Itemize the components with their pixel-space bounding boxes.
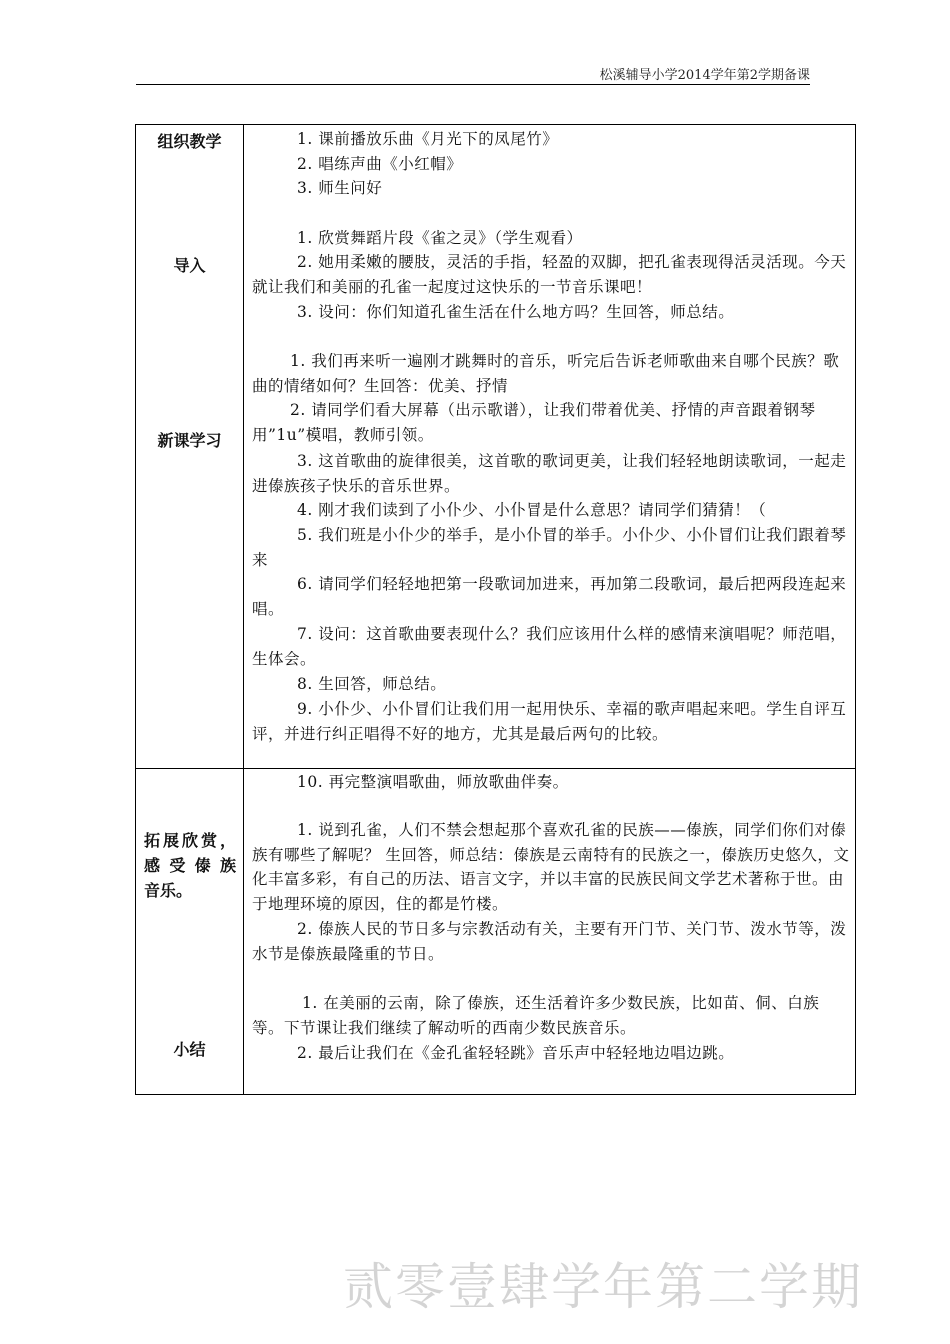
label-extend-line-1: 拓展欣赏，	[144, 831, 236, 850]
label-extend-line-2: 感受傣族	[144, 856, 236, 875]
organize-line-3: 3. 师生问好	[297, 179, 383, 197]
new-lesson-line-7: 7. 设问：这首歌曲要表现什么？我们应该用什么样的感情来演唱呢？师范唱，生体会。	[252, 625, 847, 668]
header-rule	[136, 84, 810, 85]
footer-watermark: 贰零壹肆学年第二学期	[343, 1258, 863, 1316]
label-intro: 导入	[173, 256, 206, 275]
label-organize: 组织教学	[157, 132, 222, 151]
organize-line-1: 1. 课前播放乐曲《月光下的凤尾竹》	[297, 130, 559, 148]
intro-line-2: 2. 她用柔嫩的腰肢，灵活的手指，轻盈的双脚，把孔雀表现得活灵活现。今天就让我们和美丽的孔雀一起度过这快乐的一节音乐课吧！	[252, 253, 847, 296]
extend-line-3: 2. 傣族人民的节日多与宗教活动有关，主要有开门节、关门节、泼水节等，泼水节是傣族最隆重的节日。	[252, 920, 847, 963]
new-lesson-line-2: 2. 请同学们看大屏幕（出示歌谱），让我们带着优美、抒情的声音跟着钢琴用”1u”模唱，教师引领。	[252, 401, 816, 444]
new-lesson-line-3: 3. 这首歌曲的旋律很美，这首歌的歌词更美，让我们轻轻地朗读歌词，一起走进傣族孩子快乐的音乐世界。	[252, 452, 847, 495]
label-summary: 小结	[173, 1040, 206, 1059]
label-new-lesson: 新课学习	[157, 431, 222, 450]
new-lesson-line-4: 4. 刚才我们读到了小仆少、小仆冒是什么意思？请同学们猜猜！（	[297, 501, 767, 519]
page-header-title: 松溪辅导小学2014学年第2学期备课	[599, 68, 810, 83]
intro-line-1: 1. 欣赏舞蹈片段《雀之灵》（学生观看）	[297, 229, 583, 247]
extend-line-2: 1. 说到孔雀，人们不禁会想起那个喜欢孔雀的民族——傣族，同学们你们对傣族有哪些了解呢？ 生回答，师总结：傣族是云南特有的民族之一，傣族历史悠久，文化丰富多彩，有自己的历法、语言文字，并以丰富的民族民间文学艺术著称于世。由于地理环境的原因，住的都是竹楼。	[252, 821, 850, 913]
extend-line-1: 10. 再完整演唱歌曲，师放歌曲伴奏。	[297, 773, 569, 791]
summary-line-2: 2. 最后让我们在《金孔雀轻轻跳》音乐声中轻轻地边唱边跳。	[297, 1044, 735, 1062]
lesson-plan-table	[135, 124, 856, 1095]
row-label-cell	[136, 769, 244, 1094]
new-lesson-line-9: 9. 小仆少、小仆冒们让我们用一起用快乐、幸福的歌声唱起来吧。学生自评互评，并进行纠正唱得不好的地方，尤其是最后两句的比较。	[252, 700, 847, 743]
new-lesson-line-8: 8. 生回答，师总结。	[297, 675, 447, 693]
row-label-cell	[136, 125, 244, 768]
new-lesson-line-6: 6. 请同学们轻轻地把第一段歌词加进来，再加第二段歌词，最后把两段连起来唱。	[252, 575, 847, 618]
label-extend-line-3: 音乐。	[144, 881, 193, 900]
table-row-1	[136, 125, 855, 769]
new-lesson-line-1: 1. 我们再来听一遍刚才跳舞时的音乐，听完后告诉老师歌曲来自哪个民族？歌曲的情绪如何？生回答：优美、抒情	[252, 352, 840, 395]
row-content-cell	[244, 125, 855, 768]
summary-line-1: 1. 在美丽的云南，除了傣族，还生活着许多少数民族，比如苗、侗、白族等。下节课让我们继续了解动听的西南少数民族音乐。	[252, 994, 820, 1037]
intro-line-3: 3. 设问：你们知道孔雀生活在什么地方吗？生回答，师总结。	[297, 303, 735, 321]
row-content-cell	[244, 769, 855, 1094]
table-row-2	[136, 769, 855, 1094]
new-lesson-line-5: 5. 我们班是小仆少的举手，是小仆冒的举手。小仆少、小仆冒们让我们跟着琴来	[252, 526, 847, 569]
organize-line-2: 2. 唱练声曲《小红帽》	[297, 155, 463, 173]
